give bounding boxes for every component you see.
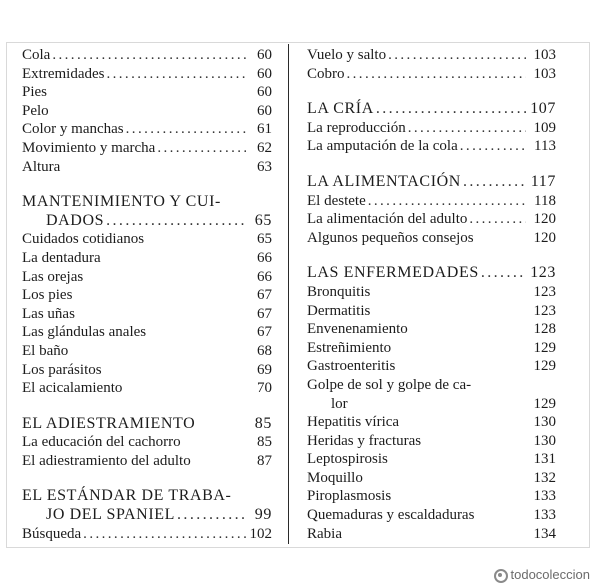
section-gap — [22, 398, 272, 415]
toc-section-heading-cont: JO DEL SPANIEL ..... 99 — [22, 506, 272, 525]
toc-entry: Los pies 67 — [22, 287, 272, 304]
toc-entry: Leptospirosis 131 — [307, 451, 556, 468]
toc-entry: Algunos pequeños consejos 120 — [307, 229, 556, 246]
toc-entry: Quemaduras y escaldaduras 133 — [307, 507, 556, 524]
section-gap — [307, 83, 556, 100]
toc-entry: Moquillo 132 — [307, 469, 556, 486]
toc-entry: El baño 68 — [22, 342, 272, 359]
toc-section-heading-cont: DADOS ..... 65 — [22, 212, 272, 231]
toc-entry: Las uñas 67 — [22, 305, 272, 322]
toc-entry: Gastroenteritis 129 — [307, 358, 556, 375]
column-divider — [288, 44, 289, 544]
toc-section-heading: LA ALIMENTACIÓN ..... 117 — [307, 173, 556, 192]
toc-entry: La reproducción ..... 109 — [307, 119, 556, 138]
watermark — [493, 567, 591, 582]
toc-section-heading: MANTENIMIENTO Y CUI- — [22, 193, 221, 211]
toc-entry: Golpe de sol y golpe de ca- — [307, 376, 472, 393]
toc-section-heading: EL ADIESTRAMIENTO 85 — [22, 414, 272, 432]
toc-left-column — [22, 46, 272, 543]
toc-entry: Dermatitis 123 — [307, 302, 556, 319]
toc-entry: Altura 63 — [22, 158, 272, 175]
section-gap — [307, 156, 556, 173]
toc-entry: Bronquitis 123 — [307, 283, 556, 300]
section-gap — [22, 470, 272, 487]
toc-section-heading: LAS ENFERMEDADES ..... 123 — [307, 264, 556, 283]
toc-entry: La educación del cachorro 85 — [22, 434, 272, 451]
toc-entry: Rabia 134 — [307, 525, 556, 542]
toc-entry: Vuelo y salto ..... 103 — [307, 46, 556, 65]
toc-entry: Pies 60 — [22, 84, 272, 101]
toc-entry: Las glándulas anales 67 — [22, 324, 272, 341]
toc-entry: Extremidades ..... 60 — [22, 65, 272, 84]
toc-section-heading: EL ESTÁNDAR DE TRABA- — [22, 487, 232, 505]
toc-entry: Color y manchas ..... 61 — [22, 120, 272, 139]
toc-right-column — [307, 46, 556, 543]
toc-entry: Pelo 60 — [22, 102, 272, 119]
toc-entry: El acicalamiento 70 — [22, 380, 272, 397]
section-gap — [307, 247, 556, 264]
toc-entry: La amputación de la cola ..... 113 — [307, 137, 556, 156]
toc-entry: El adiestramiento del adulto 87 — [22, 452, 272, 469]
toc-entry: La alimentación del adulto ..... 120 — [307, 210, 556, 229]
toc-entry: Hepatitis vírica 130 — [307, 414, 556, 431]
toc-section-heading: LA CRÍA ..... 107 — [307, 100, 556, 119]
toc-entry: Los parásitos 69 — [22, 361, 272, 378]
toc-entry: Heridas y fracturas 130 — [307, 432, 556, 449]
toc-entry: Cuidados cotidianos 65 — [22, 231, 272, 248]
toc-entry: El destete ..... 118 — [307, 192, 556, 211]
watermark-text: todocoleccion — [510, 567, 590, 582]
toc-entry: Estreñimiento 129 — [307, 339, 556, 356]
watermark-logo-icon — [493, 568, 507, 582]
section-gap — [22, 176, 272, 193]
toc-entry: Búsqueda ..... 102 — [22, 525, 272, 544]
toc-entry: Envenenamiento 128 — [307, 321, 556, 338]
toc-entry: La dentadura 66 — [22, 249, 272, 266]
toc-entry: Cobro ..... 103 — [307, 65, 556, 84]
toc-entry: Las orejas 66 — [22, 268, 272, 285]
toc-entry: Cola ..... 60 — [22, 46, 272, 65]
toc-entry-cont: lor 129 — [331, 395, 556, 412]
toc-entry: Movimiento y marcha ..... 62 — [22, 139, 272, 158]
toc-entry: Piroplasmosis 133 — [307, 488, 556, 505]
